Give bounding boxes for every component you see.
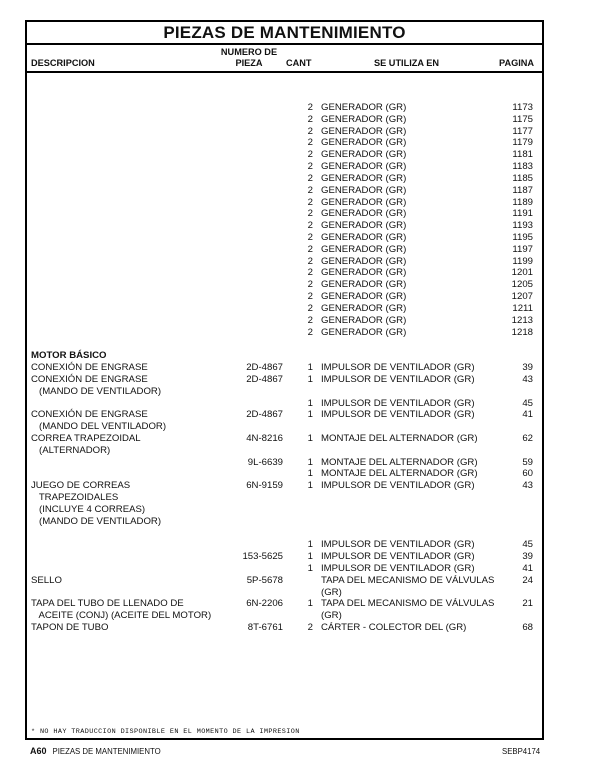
row-used-in: GENERADOR (GR) [321,102,407,113]
row-page: 68 [522,622,533,634]
title-divider [27,43,542,45]
row-part-number: 4N-8216 [246,432,283,444]
row-quantity: 1 [307,598,313,610]
row-quantity: 1 [307,362,313,374]
row-description: CORREA TRAPEZOIDAL [31,432,141,444]
row-page: 1173 [512,102,533,113]
row-page: 43 [522,480,533,492]
row-quantity: 2 [307,279,313,291]
row-used-in: GENERADOR (GR) [321,232,407,244]
row-page: 62 [522,432,533,444]
row-page: 1197 [512,243,533,255]
footnote: * NO HAY TRADUCCION DISPONIBLE EN EL MOMENTO DE LA IMPRESION [31,728,300,736]
row-quantity: 1 [307,551,313,563]
row-used-in: GENERADOR (GR) [321,267,407,279]
row-description: TAPA DEL TUBO DE LLENADO DE [31,598,184,610]
row-used-in: IMPULSOR DE VENTILADOR (GR) [321,397,475,409]
header-se-utiliza-en: SE UTILIZA EN [374,58,439,68]
row-quantity: 2 [307,149,313,161]
row-used-in: IMPULSOR DE VENTILADOR (GR) [321,373,475,385]
row-quantity: 2 [307,184,313,196]
row-quantity: 1 [307,562,313,574]
row-quantity: 2 [307,267,313,279]
row-used-in: MONTAJE DEL ALTERNADOR (GR) [321,432,478,444]
row-page: 39 [522,551,533,563]
row-part-number: 2D-4867 [246,362,283,374]
row-page: 1191 [512,208,533,220]
row-quantity: 2 [307,208,313,220]
row-page: 24 [522,574,533,586]
row-used-in: IMPULSOR DE VENTILADOR (GR) [321,551,475,563]
row-page: 1175 [512,113,533,125]
row-quantity: 1 [307,539,313,551]
row-description: (MANDO DE VENTILADOR) [31,385,162,397]
row-quantity: 2 [307,196,313,208]
row-quantity: 2 [307,255,313,267]
header-numero-line1: NUMERO DE [220,47,278,57]
row-quantity: 2 [307,220,313,232]
footer-left [30,746,161,756]
header-numero-line2: PIEZA [235,58,263,68]
row-used-in: GENERADOR (GR) [321,125,407,137]
row-page: 1201 [511,267,533,279]
row-used-in: (GR) [321,586,342,598]
row-quantity: 1 [307,397,313,409]
row-quantity: 2 [307,243,313,255]
row-description: (INCLUYE 4 CORREAS) [31,503,146,515]
row-used-in: (GR) [321,610,342,622]
row-page: 60 [522,468,533,480]
row-used-in: IMPULSOR DE VENTILADOR (GR) [321,409,475,421]
row-description: (MANDO DEL VENTILADOR) [31,421,167,433]
row-page: 1181 [512,149,533,161]
header-cant: CANT [286,58,312,68]
row-description: ACEITE (CONJ) (ACEITE DEL MOTOR) [31,610,212,622]
row-description: TRAPEZOIDALES [31,492,119,504]
row-page: 45 [522,397,533,409]
row-page: 1211 [512,302,533,314]
row-used-in: IMPULSOR DE VENTILADOR (GR) [321,480,475,492]
row-page: 1193 [512,220,533,232]
row-used-in: GENERADOR (GR) [321,208,407,220]
row-part-number: 2D-4867 [246,373,283,385]
row-used-in: IMPULSOR DE VENTILADOR (GR) [321,562,475,574]
row-used-in: GENERADOR (GR) [321,279,407,291]
row-used-in: GENERADOR (GR) [321,291,407,303]
row-page: 41 [522,409,533,421]
row-page: 1179 [512,137,533,149]
row-page: 21 [522,598,533,610]
row-used-in: MONTAJE DEL ALTERNADOR (GR) [321,456,478,468]
row-quantity: 2 [307,291,313,303]
row-part-number: 5P-5678 [246,574,283,586]
row-description: SELLO [31,574,62,586]
row-used-in: GENERADOR (GR) [321,302,407,314]
row-quantity: 2 [307,137,313,149]
row-quantity: 2 [307,314,313,326]
row-used-in: GENERADOR (GR) [321,149,407,161]
row-description: (ALTERNADOR) [31,444,111,456]
row-page: 1205 [511,279,533,291]
footer-doc-code: SEBP4174 [502,747,541,756]
row-page: 1207 [511,291,533,303]
row-used-in: GENERADOR (GR) [321,314,407,326]
row-page: 1218 [511,326,533,338]
row-used-in: GENERADOR (GR) [321,184,407,196]
row-part-number: 9L-6639 [247,456,283,468]
row-quantity: 1 [307,468,313,480]
footer-page-id: A60 [30,746,47,756]
row-used-in: TAPA DEL MECANISMO DE VÁLVULAS [321,574,495,586]
row-quantity: 2 [307,113,313,125]
row-description: CONEXIÓN DE ENGRASE [31,373,148,385]
row-quantity: 2 [307,161,313,173]
row-part-number: 2D-4867 [246,409,283,421]
row-quantity: 2 [307,125,313,137]
row-description: CONEXIÓN DE ENGRASE [31,362,148,374]
row-quantity: 1 [307,409,313,421]
row-page: 1185 [512,172,533,184]
row-used-in: MONTAJE DEL ALTERNADOR (GR) [321,468,478,480]
header-divider [27,71,542,73]
header-descripcion: DESCRIPCION [31,58,95,68]
row-description: CONEXIÓN DE ENGRASE [31,409,148,421]
row-page: 1177 [512,125,533,137]
row-used-in: GENERADOR (GR) [321,113,407,125]
row-description: (MANDO DE VENTILADOR) [31,515,162,527]
row-used-in: GENERADOR (GR) [321,137,407,149]
row-page: 43 [522,373,533,385]
row-used-in: GENERADOR (GR) [321,220,407,232]
row-page: 41 [522,562,533,574]
row-part-number: 6N-9159 [246,480,283,492]
row-used-in: GENERADOR (GR) [321,172,407,184]
row-quantity: 2 [307,302,313,314]
row-quantity: 2 [307,172,313,184]
row-page: 1187 [512,184,533,196]
page-title: PIEZAS DE MANTENIMIENTO [163,23,406,42]
header-pagina: PAGINA [499,58,535,68]
row-used-in: GENERADOR (GR) [321,255,407,267]
row-quantity: 2 [307,232,313,244]
row-used-in: GENERADOR (GR) [321,326,407,338]
row-used-in: GENERADOR (GR) [321,161,407,173]
row-page: 1183 [512,161,533,173]
row-used-in: TAPA DEL MECANISMO DE VÁLVULAS [321,598,495,610]
row-used-in: IMPULSOR DE VENTILADOR (GR) [321,362,475,374]
row-used-in: GENERADOR (GR) [321,196,407,208]
row-page: 59 [522,456,533,468]
row-page: 1189 [512,196,533,208]
section-heading: MOTOR BÁSICO [31,350,107,362]
footer-section: PIEZAS DE MANTENIMIENTO [52,747,161,756]
row-part-number: 6N-2206 [246,598,283,610]
row-part-number: 153-5625 [242,551,283,563]
row-quantity: 1 [307,480,313,492]
row-page: 45 [522,539,533,551]
row-quantity: 1 [307,432,313,444]
row-page: 1199 [512,255,533,267]
row-used-in: IMPULSOR DE VENTILADOR (GR) [321,539,475,551]
row-description: TAPON DE TUBO [31,622,109,634]
row-description: JUEGO DE CORREAS [31,480,131,492]
parts-table-frame [25,20,544,740]
row-quantity: 1 [307,456,313,468]
row-used-in: CÁRTER - COLECTOR DEL (GR) [321,622,467,634]
row-page: 1195 [512,232,533,244]
row-page: 1213 [511,314,533,326]
row-used-in: GENERADOR (GR) [321,243,407,255]
row-quantity: 2 [307,102,313,113]
row-quantity: 2 [307,326,313,338]
row-quantity: 1 [307,373,313,385]
row-quantity: 2 [307,622,313,634]
row-page: 39 [522,362,533,374]
row-part-number: 8T-6761 [247,622,283,634]
